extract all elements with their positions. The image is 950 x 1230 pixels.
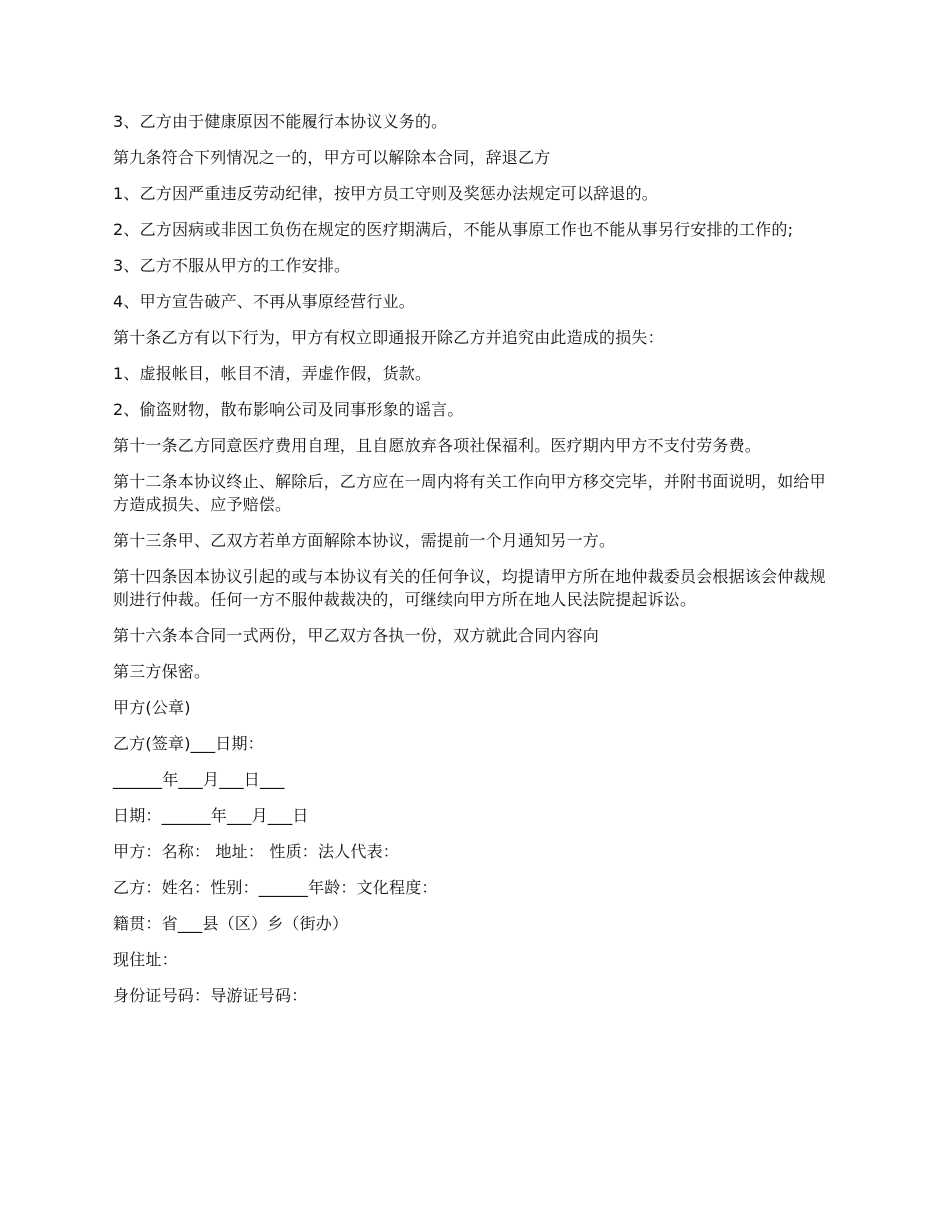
party-b-date-line: ______年___月___日___: [113, 770, 285, 789]
id-number-line: 身份证号码：导游证号码：: [113, 986, 308, 1005]
article-16: 第十六条本合同一式两份，甲乙双方各执一份，双方就此合同内容向: [113, 626, 600, 645]
date-line: 日期：______年___月___日: [113, 806, 309, 825]
article-14: 第十四条因本协议引起的或与本协议有关的任何争议，均提请甲方所在地仲裁委员会根据该会仲裁规则进行仲裁。任何一方不服仲裁裁决的，可继续向甲方所在地人民法院提起诉讼。: [113, 567, 826, 609]
article-9-heading: 第九条符合下列情况之一的，甲方可以解除本合同，辞退乙方: [113, 148, 551, 167]
current-address-line: 现住址：: [113, 950, 178, 969]
article-9-item-4: 4、甲方宣告破产、不再从事原经营行业。: [113, 292, 415, 311]
party-a-seal-line: 甲方(公章): [113, 698, 191, 717]
party-a-info-line: 甲方：名称： 地址： 性质：法人代表：: [113, 842, 399, 861]
document-body: [113, 110, 841, 1020]
article-12: 第十二条本协议终止、解除后，乙方应在一周内将有关工作向甲方移交完毕，并附书面说明，如给甲方造成损失、应予赔偿。: [113, 472, 826, 514]
article-16-continued: 第三方保密。: [113, 662, 211, 681]
article-11: 第十一条乙方同意医疗费用自理，且自愿放弃各项社保福利。医疗期内甲方不支付劳务费。: [113, 436, 762, 455]
article-10-heading: 第十条乙方有以下行为，甲方有权立即通报开除乙方并追究由此造成的损失：: [113, 328, 664, 347]
clause-8-item-3: 3、乙方由于健康原因不能履行本协议义务的。: [113, 112, 448, 131]
article-10-item-1: 1、虚报帐目，帐目不清，弄虚作假，货款。: [113, 364, 432, 383]
party-b-signature-line: 乙方(签章)___日期：: [113, 734, 264, 753]
article-13: 第十三条甲、乙双方若单方面解除本协议，需提前一个月通知另一方。: [113, 531, 616, 550]
article-9-item-2: 2、乙方因病或非因工负伤在规定的医疗期满后，不能从事原工作也不能从事另行安排的工作的;: [113, 220, 794, 239]
native-place-line: 籍贯：省___县（区）乡（街办）: [113, 914, 349, 933]
article-9-item-3: 3、乙方不服从甲方的工作安排。: [113, 256, 351, 275]
article-10-item-2: 2、偷盗财物，散布影响公司及同事形象的谣言。: [113, 400, 464, 419]
article-9-item-1: 1、乙方因严重违反劳动纪律，按甲方员工守则及奖惩办法规定可以辞退的。: [113, 184, 658, 203]
party-b-info-line: 乙方：姓名：性别：______年龄：文化程度：: [113, 878, 438, 897]
